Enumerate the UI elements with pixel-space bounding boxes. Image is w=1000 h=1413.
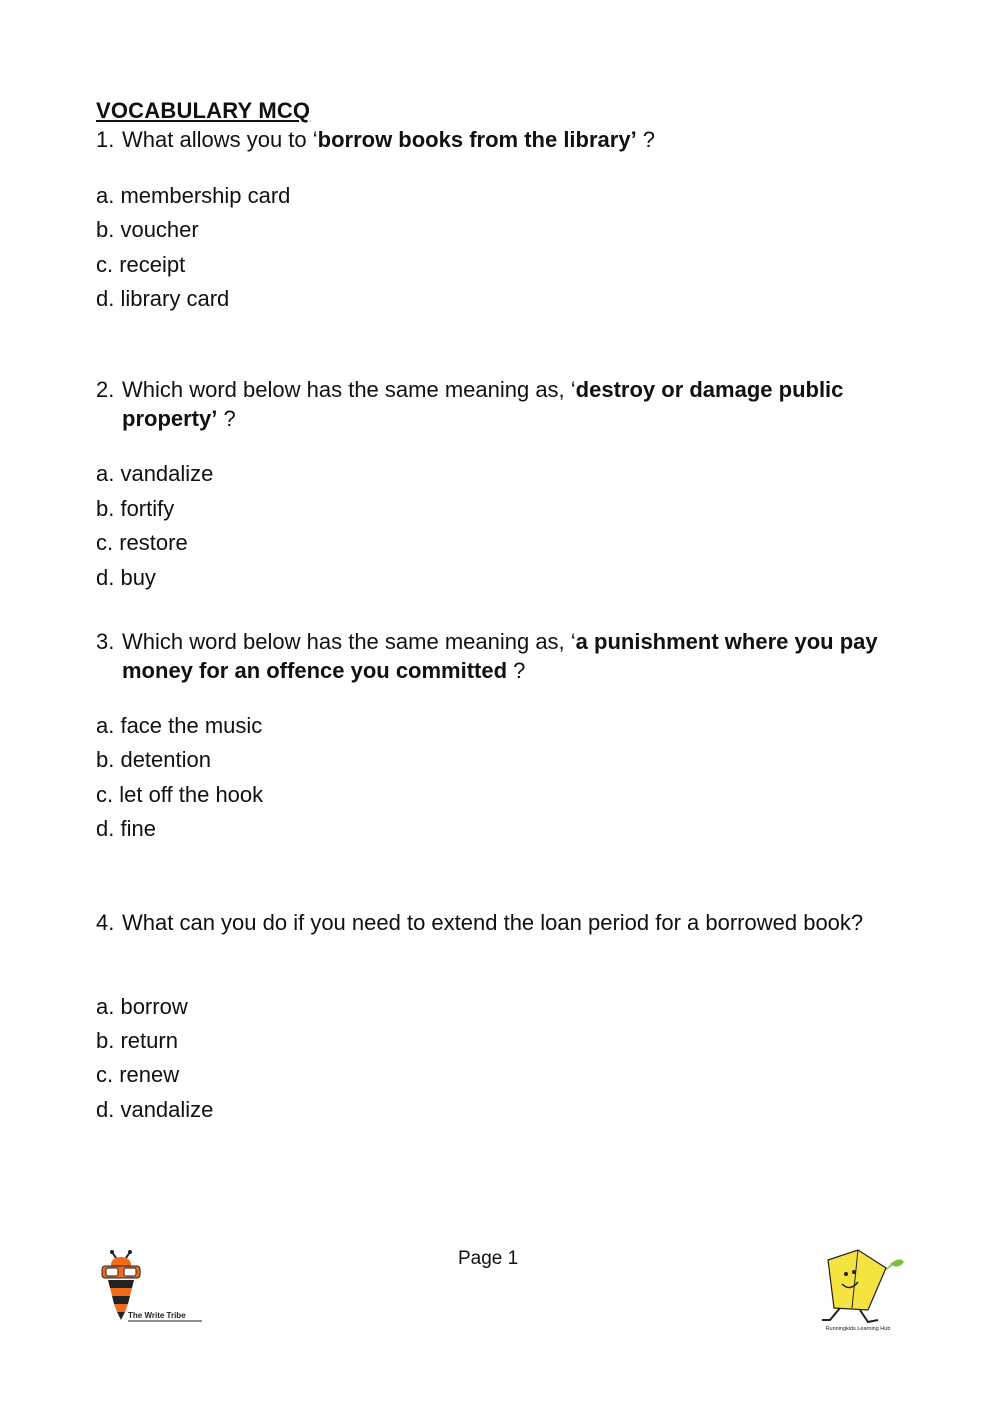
option-a[interactable]: a. borrow bbox=[96, 994, 188, 1019]
option-d[interactable]: d. library card bbox=[96, 286, 230, 311]
option-c[interactable]: c. receipt bbox=[96, 252, 186, 277]
page-number: Page 1 bbox=[458, 1248, 519, 1269]
question-4 bbox=[96, 908, 906, 937]
question-3 bbox=[96, 627, 906, 685]
option-c[interactable]: c. let off the hook bbox=[96, 782, 264, 807]
question-text: Which word below has the same meaning as, ‘a punishment where you pay money for an offence you committed ? bbox=[122, 629, 878, 683]
option-c[interactable]: c. restore bbox=[96, 530, 188, 555]
write-tribe-logo bbox=[98, 1250, 208, 1330]
question-text: What allows you to ‘borrow books from the library’ ? bbox=[122, 127, 656, 152]
runningkids-logo bbox=[808, 1242, 908, 1342]
logo-left-caption: The Write Tribe bbox=[128, 1311, 186, 1320]
question-1 bbox=[96, 125, 906, 154]
option-d[interactable]: d. vandalize bbox=[96, 1097, 214, 1122]
logo-right-caption: Runningkids Learning Hub bbox=[825, 1326, 891, 1332]
option-d[interactable]: d. buy bbox=[96, 565, 156, 590]
option-a[interactable]: a. membership card bbox=[96, 183, 291, 208]
option-b[interactable]: b. fortify bbox=[96, 496, 175, 521]
worksheet-title: VOCABULARY MCQ bbox=[96, 98, 311, 123]
option-c[interactable]: c. renew bbox=[96, 1062, 180, 1087]
option-b[interactable]: b. return bbox=[96, 1028, 178, 1053]
option-a[interactable]: a. vandalize bbox=[96, 461, 214, 486]
question-number: 1. bbox=[96, 127, 115, 152]
question-text: Which word below has the same meaning as, ‘destroy or damage public property’ ? bbox=[122, 377, 844, 431]
option-b[interactable]: b. voucher bbox=[96, 217, 199, 242]
option-d[interactable]: d. fine bbox=[96, 816, 156, 841]
question-number: 4. bbox=[96, 910, 115, 935]
question-2 bbox=[96, 375, 906, 433]
question-number: 3. bbox=[96, 629, 115, 654]
question-text: What can you do if you need to extend the loan period for a borrowed book? bbox=[122, 910, 864, 935]
option-a[interactable]: a. face the music bbox=[96, 713, 263, 738]
option-b[interactable]: b. detention bbox=[96, 747, 211, 772]
question-number: 2. bbox=[96, 377, 115, 402]
